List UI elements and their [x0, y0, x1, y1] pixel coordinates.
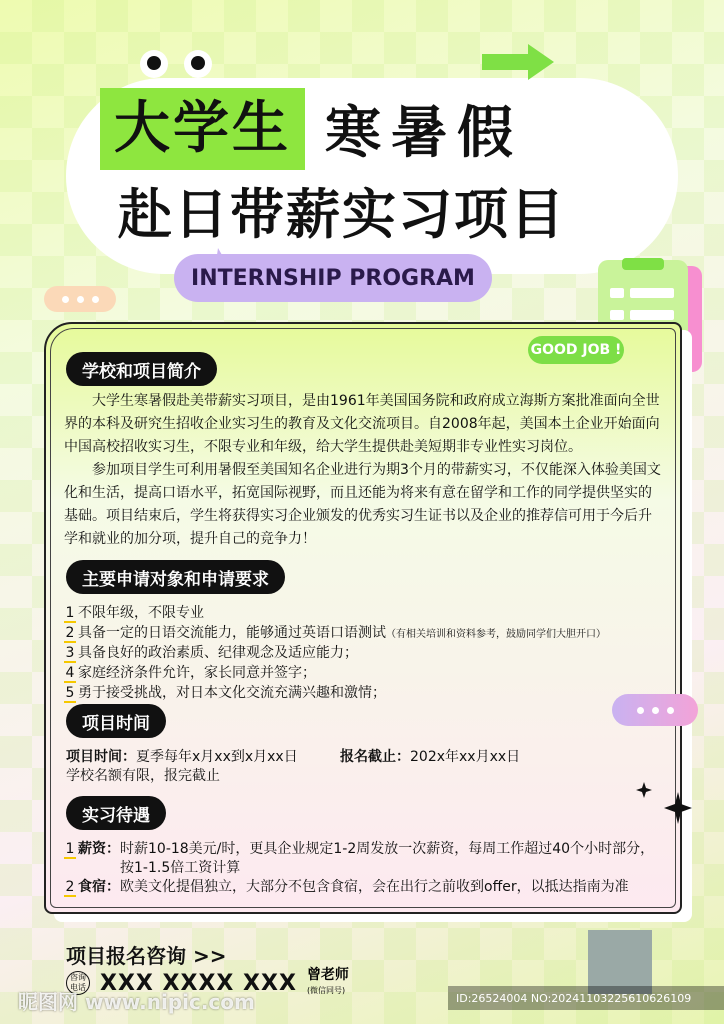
sparkle-icon — [634, 778, 698, 826]
section-title-time: 项目时间 — [66, 704, 166, 738]
watermark-left: 昵图网 www.nipic.com — [18, 990, 255, 1014]
watermark-right: ID:26524004 NO:20241103225610626109 — [448, 986, 724, 1010]
benefit-item: 2 食宿：欧美文化提倡独立，大部分不包含食宿，会在出行之前收到offer，以抵达指南为准 — [65, 879, 629, 895]
section-title-intro: 学校和项目简介 — [66, 352, 217, 386]
title-line-2: 赴日带薪实习项目 — [118, 183, 566, 246]
chat-bubble-icon — [44, 286, 116, 312]
title-part-2: 寒暑假 — [325, 101, 523, 166]
intro-paragraphs — [64, 390, 662, 551]
arrow-icon — [482, 42, 556, 82]
left-eye-decoration — [140, 50, 168, 78]
title-highlight: 大学生 — [100, 88, 305, 170]
title-line-1 — [100, 88, 523, 170]
qr-code-placeholder — [588, 930, 652, 994]
phone-number[interactable]: XXX XXXX XXX — [100, 970, 297, 996]
contact-name: 曾老师 (微信同号) — [306, 967, 349, 995]
chat-bubble-icon — [612, 694, 698, 726]
quota-note: 学校名额有限，报完截止 — [66, 768, 220, 784]
project-time: 项目时间：夏季每年x月xx到x月xx日 — [66, 749, 298, 765]
requirement-item: 2 具备一定的日语交流能力，能够通过英语口语测试（有相关培训和资料参考，鼓励同学们大胆开口） — [65, 625, 606, 641]
section-title-benefits: 实习待遇 — [66, 796, 166, 830]
right-eye-decoration — [184, 50, 212, 78]
consult-title: 项目报名咨询 >> — [66, 944, 227, 968]
requirement-item: 1 不限年级，不限专业 — [65, 605, 204, 621]
good-job-badge: GOOD JOB ! — [528, 336, 624, 364]
benefit-item-continued: 按1-1.5倍工资计算 — [120, 860, 241, 876]
phone-tag: 咨询电话 — [66, 971, 90, 995]
intro-paragraph-2: 参加项目学生可利用暑假至美国知名企业进行为期3个月的带薪实习，不仅能深入体验美国文化和生活，提高口语水平，拓宽国际视野，而且还能为将来有意在留学和工作的同学提供坚实的基础。项目结束后，学生将获得实习企业颁发的优秀实习生证书以及企业的推荐信可用于今后升学和就业的加分项，提升自己的竞争力！ — [64, 462, 661, 547]
benefit-item: 1 薪资：时薪10-18美元/时，更具企业规定1-2周发放一次薪资，每周工作超过40个小时部分， — [65, 841, 655, 857]
subtitle-pill: INTERNSHIP PROGRAM — [174, 254, 492, 302]
requirement-item: 5 勇于接受挑战，对日本文化交流充满兴趣和激情； — [65, 685, 386, 701]
intro-paragraph-1: 大学生寒暑假赴美带薪实习项目，是由1961年美国国务院和政府成立海斯方案批准面向全世界的本科及研究生招收企业实习生的教育及文化交流项目。自2008年起，美国本土企业开始面向中国高校招收实习生，不限专业和年级，给大学生提供赴美短期非专业性实习岗位。 — [64, 393, 660, 455]
deadline: 报名截止：202x年xx月xx日 — [340, 749, 521, 765]
requirement-item: 3 具备良好的政治素质、纪律观念及适应能力； — [65, 645, 358, 661]
requirement-item: 4 家庭经济条件允许，家长同意并签字； — [65, 665, 316, 681]
section-title-requirements: 主要申请对象和申请要求 — [66, 560, 285, 594]
